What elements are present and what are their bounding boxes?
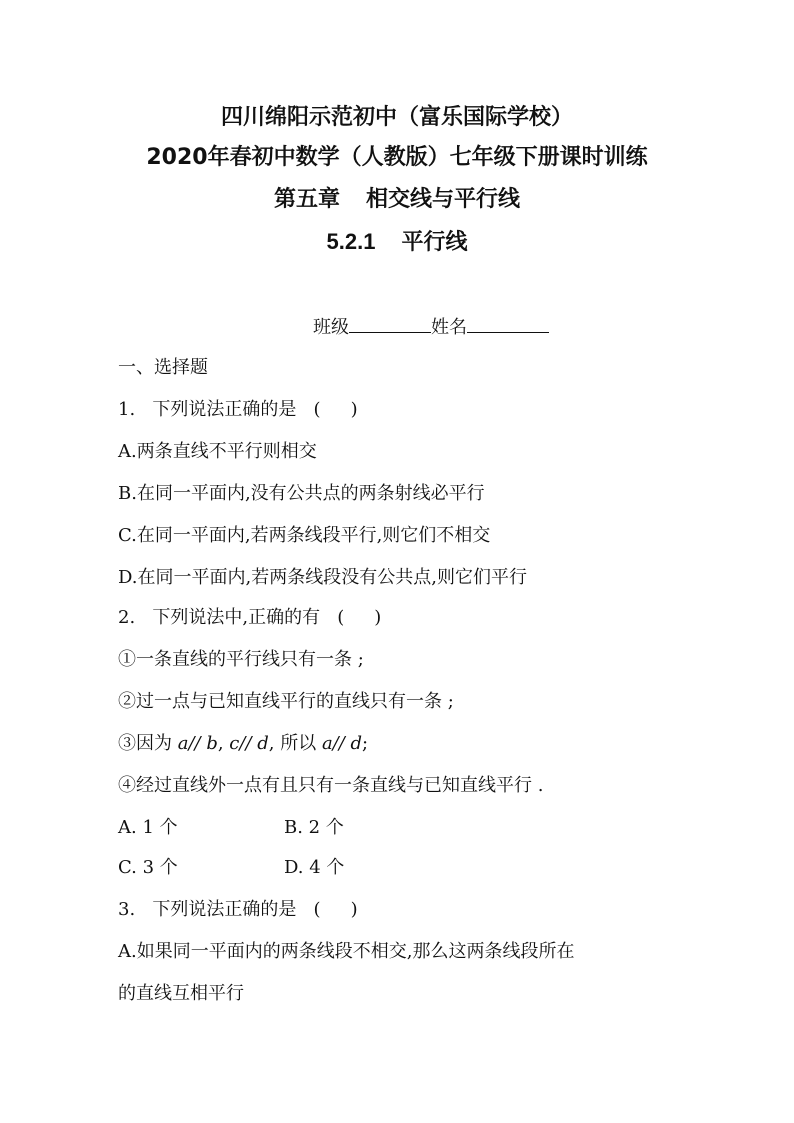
name-blank (467, 312, 549, 333)
question-text: 下列说法正确的是 (152, 899, 297, 920)
statement-3: ③因为 a// b, c// d, 所以 a// d; (118, 733, 369, 754)
expr-c-parallel-d: c// d (229, 733, 269, 754)
expr-a-parallel-d: a// d (321, 733, 363, 754)
question-1-stem (118, 396, 376, 424)
question-2-stem (118, 604, 399, 632)
option-c: C.在同一平面内,若两条线段平行,则它们不相交 (118, 525, 491, 546)
option-d: D.在同一平面内,若两条线段没有公共点,则它们平行 (118, 567, 527, 588)
options-row-1 (118, 814, 518, 842)
course-title: 2020年春初中数学（人教版）七年级下册课时训练 (146, 145, 648, 170)
question-text: 下列说法中,正确的有 (152, 607, 321, 628)
chapter-title (0, 185, 794, 215)
question-number: 2. (118, 607, 136, 628)
options-row-2 (118, 854, 518, 882)
question-3-stem (118, 896, 376, 924)
expr-a-parallel-b: a// b (177, 733, 218, 754)
option-a-line-2: 的直线互相平行 (118, 983, 244, 1004)
student-info-line (313, 312, 549, 342)
answer-bracket: ( ) (337, 607, 382, 628)
answer-bracket: ( ) (313, 899, 358, 920)
option-d: D. 4 个 (284, 857, 345, 878)
chapter-number: 第五章 (273, 187, 340, 212)
class-blank (349, 312, 431, 333)
section-heading: 一、选择题 (118, 357, 208, 378)
option-b: B.在同一平面内,没有公共点的两条射线必平行 (118, 483, 485, 504)
school-title: 四川绵阳示范初中（富乐国际学校） (220, 105, 573, 130)
statement-1: ①一条直线的平行线只有一条 ; (118, 649, 364, 670)
option-a-line-1: A.如果同一平面内的两条线段不相交,那么这两条线段所在 (118, 941, 575, 962)
question-number: 3. (118, 899, 136, 920)
statement-4: ④经过直线外一点有且只有一条直线与已知直线平行 . (118, 775, 544, 796)
section-number: 5.2.1 (326, 229, 376, 254)
name-label: 姓名 (431, 317, 467, 338)
class-label: 班级 (313, 317, 349, 338)
question-text: 下列说法正确的是 (152, 399, 297, 420)
chapter-name: 相交线与平行线 (366, 187, 521, 212)
option-a: A.两条直线不平行则相交 (118, 441, 317, 462)
section-title (0, 227, 794, 258)
option-a: A. 1 个 (118, 817, 178, 838)
question-number: 1. (118, 399, 136, 420)
section-name: 平行线 (401, 230, 468, 255)
answer-bracket: ( ) (313, 399, 358, 420)
option-c: C. 3 个 (118, 857, 178, 878)
option-b: B. 2 个 (284, 817, 344, 838)
statement-2: ②过一点与已知直线平行的直线只有一条 ; (118, 691, 454, 712)
